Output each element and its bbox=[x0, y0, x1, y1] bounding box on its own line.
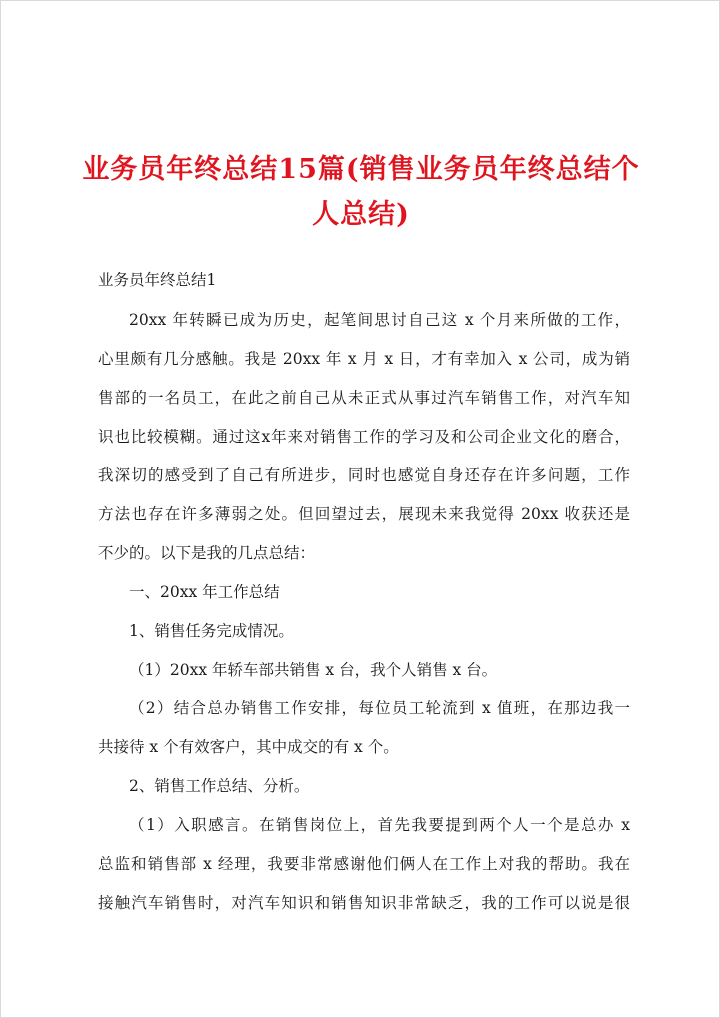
document-line: 总监和销售部 x 经理，我要非常感谢他们俩人在工作上对我的帮助。我在 bbox=[98, 855, 630, 873]
document-line: 识也比较模糊。通过这x年来对销售工作的学习及和公司企业文化的磨合， bbox=[98, 428, 630, 446]
document-line: 2、销售工作总结、分析。 bbox=[129, 777, 310, 795]
document-line: 方法也存在许多薄弱之处。但回望过去，展现未来我觉得 20xx 收获还是 bbox=[98, 505, 630, 523]
document-title-line-2: 人总结) bbox=[312, 199, 410, 230]
document-line: 我深切的感受到了自己有所进步，同时也感觉自身还存在许多问题，工作 bbox=[98, 466, 630, 484]
document-title-line-1: 业务员年终总结15篇(销售业务员年终总结个 bbox=[82, 154, 640, 185]
document-line: 售部的一名员工，在此之前自己从未正式从事过汽车销售工作，对汽车知 bbox=[98, 389, 630, 407]
document-line: 接触汽车销售时，对汽车知识和销售知识非常缺乏，我的工作可以说是很 bbox=[98, 894, 630, 912]
document-line: 业务员年终总结1 bbox=[98, 271, 217, 289]
document-line: 不少的。以下是我的几点总结： bbox=[98, 544, 316, 562]
document-line: 20xx 年转瞬已成为历史，起笔间思讨自己这 x 个月来所做的工作， bbox=[129, 311, 630, 329]
document-line: （1）入职感言。在销售岗位上，首先我要提到两个人一个是总办 x bbox=[129, 816, 630, 834]
document-line: （1）20xx 年轿车部共销售 x 台，我个人销售 x 台。 bbox=[129, 661, 498, 679]
document-line: 共接待 x 个有效客户，其中成交的有 x 个。 bbox=[98, 738, 399, 756]
document-line: （2）结合总办销售工作安排，每位员工轮流到 x 值班，在那边我一 bbox=[129, 699, 630, 717]
document-line: 心里颇有几分感触。我是 20xx 年 x 月 x 日，才有幸加入 x 公司，成为销 bbox=[98, 350, 630, 368]
document-line: 一、20xx 年工作总结 bbox=[129, 583, 280, 601]
document-line: 1、销售任务完成情况。 bbox=[129, 622, 294, 640]
